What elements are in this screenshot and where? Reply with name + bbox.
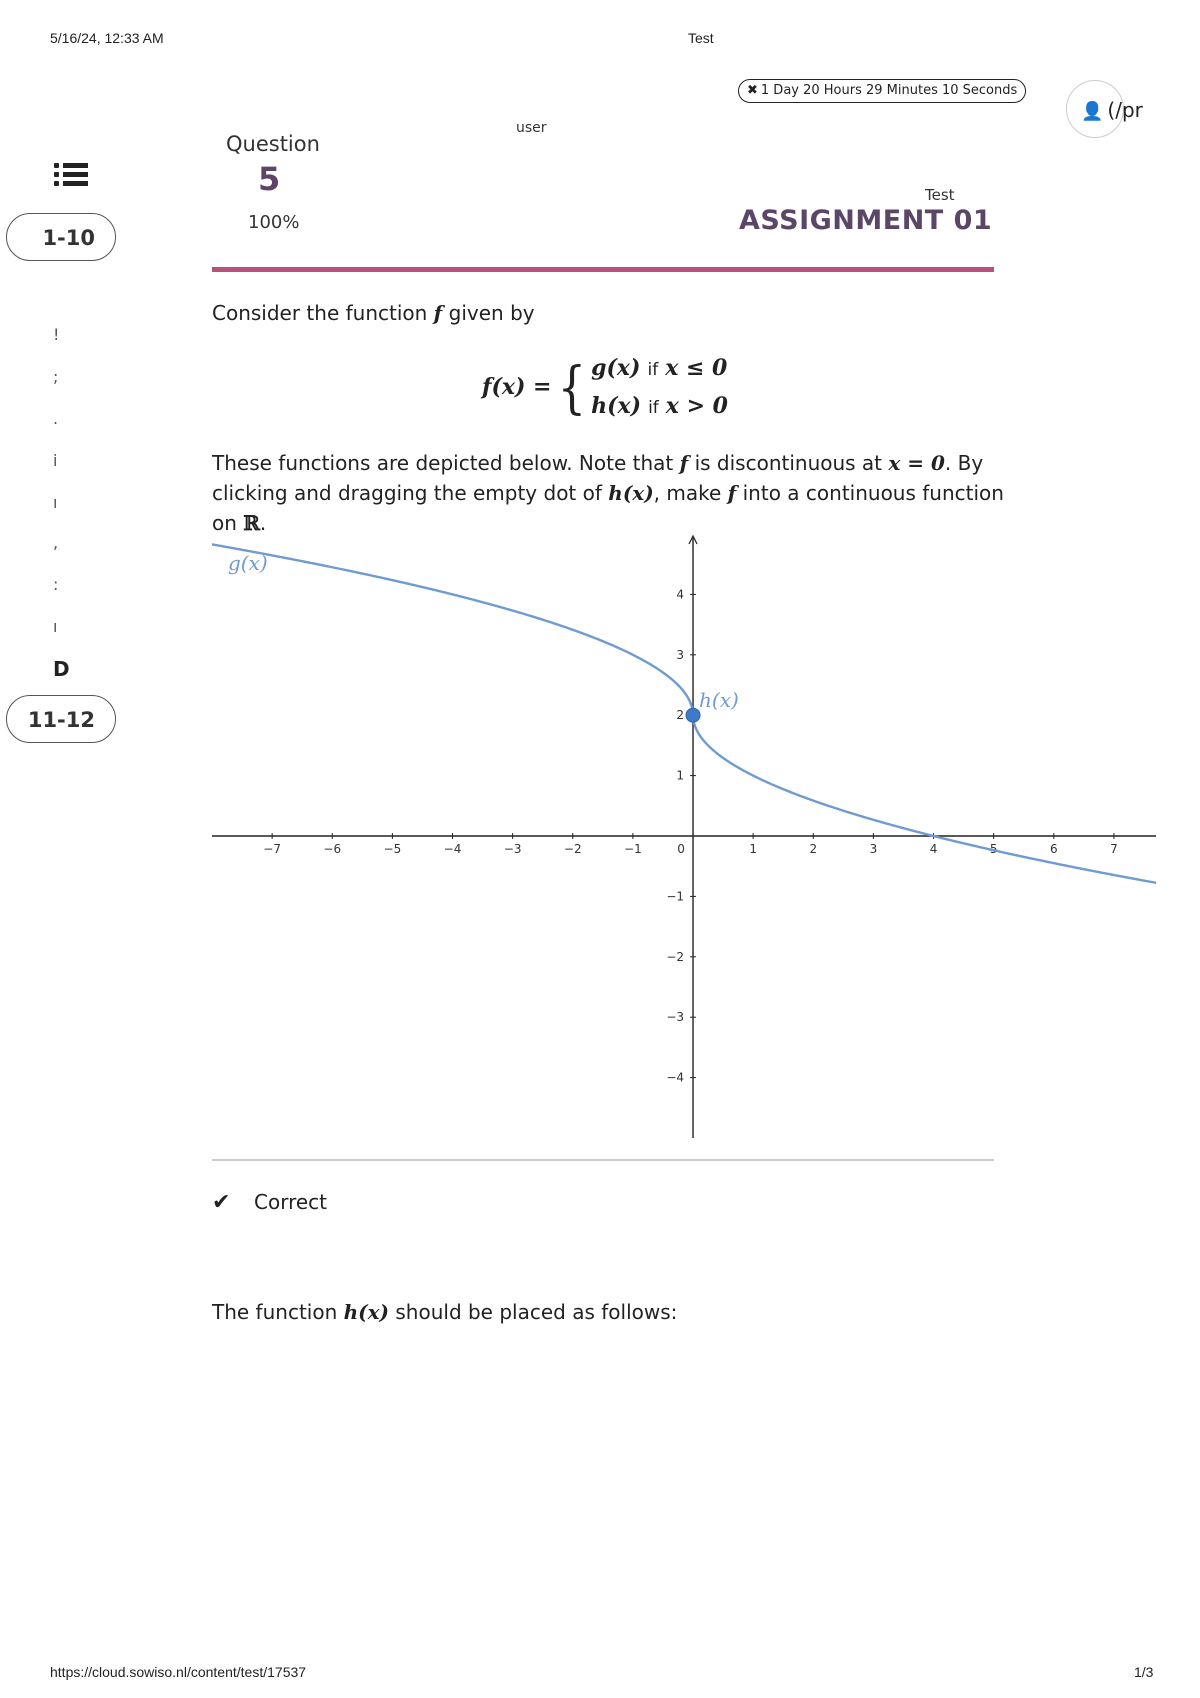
section-divider xyxy=(212,1159,994,1161)
y-tick-label: 1 xyxy=(676,768,685,783)
feedback-status xyxy=(212,1190,327,1215)
sidebar-item-fragment[interactable]: ı xyxy=(53,617,58,636)
series-line-gx xyxy=(212,544,693,715)
timer-badge[interactable] xyxy=(738,79,1026,103)
question-score: 100% xyxy=(248,212,300,233)
x-tick-label: −1 xyxy=(624,842,642,856)
profile-label: (/pr xyxy=(1107,98,1143,122)
x-tick-label: −3 xyxy=(503,842,522,856)
series-line-hx xyxy=(693,715,1156,883)
check-icon: ✔ xyxy=(212,1190,231,1215)
series-label-g: g(x) xyxy=(228,551,268,575)
y-tick-label: −1 xyxy=(666,889,685,904)
x-tick-label: −4 xyxy=(443,842,462,856)
x-tick-label: −2 xyxy=(563,842,582,856)
formula-case-2: h(x) if x > 0 xyxy=(591,393,728,419)
formula-lhs: f(x) = xyxy=(482,374,552,400)
solution-text: The function h(x) should be placed as follows: xyxy=(212,1300,678,1324)
sidebar-item-fragment[interactable]: i xyxy=(53,451,58,470)
x-tick-label: −7 xyxy=(263,842,281,856)
user-icon: 👤 xyxy=(1081,101,1104,122)
test-label: Test xyxy=(925,186,955,204)
feedback-label: Correct xyxy=(254,1190,327,1214)
sidebar-item-fragment[interactable]: D xyxy=(53,657,70,681)
question-description: These functions are depicted below. Note that f is discontinuous at x = 0. By clicking and dragging the empty dot of h(x), make f into a continuous function on ℝ. xyxy=(212,451,1004,535)
question-label: Question xyxy=(226,132,320,156)
function-graph[interactable] xyxy=(212,534,1156,1138)
footer-url: https://cloud.sowiso.nl/content/test/17537 xyxy=(50,1664,307,1680)
x-tick-label: 0 xyxy=(677,842,685,856)
y-tick-label: 4 xyxy=(676,587,685,602)
list-icon[interactable] xyxy=(54,163,88,189)
brace-glyph: { xyxy=(557,355,586,421)
question-number: 5 xyxy=(258,160,281,198)
close-icon: ✖ xyxy=(747,83,758,98)
y-tick-label: 2 xyxy=(676,708,685,723)
intro-text: Consider the function f given by xyxy=(212,301,535,325)
y-tick-label: −3 xyxy=(666,1010,685,1025)
x-tick-label: 6 xyxy=(1049,842,1058,856)
y-tick-label: 3 xyxy=(676,647,685,662)
formula-case-1: g(x) if x ≤ 0 xyxy=(591,355,728,381)
profile-button[interactable] xyxy=(1066,80,1143,138)
range-button-11-12[interactable]: 11-12 xyxy=(6,695,116,743)
user-label: user xyxy=(516,120,547,136)
piecewise-formula xyxy=(482,350,728,426)
sidebar-item-fragment[interactable]: ; xyxy=(53,367,59,386)
series-label-h: h(x) xyxy=(699,688,739,713)
print-datetime: 5/16/24, 12:33 AM xyxy=(50,30,164,46)
range-button-1-10[interactable]: 1-10 xyxy=(6,213,116,261)
header-divider xyxy=(212,267,994,272)
x-tick-label: −6 xyxy=(323,842,342,856)
x-tick-label: 3 xyxy=(869,842,878,856)
assignment-title: ASSIGNMENT 01 xyxy=(739,205,993,236)
x-tick-label: 4 xyxy=(929,842,938,856)
x-tick-label: 7 xyxy=(1110,842,1118,856)
sidebar-item-fragment[interactable]: ! xyxy=(53,325,60,344)
y-tick-label: −4 xyxy=(666,1070,685,1085)
x-tick-label: −5 xyxy=(383,842,402,856)
sidebar-item-fragment[interactable]: : xyxy=(53,575,59,594)
print-title: Test xyxy=(688,30,714,46)
sidebar-item-fragment[interactable]: . xyxy=(53,409,59,428)
x-tick-label: 1 xyxy=(749,842,757,856)
x-tick-label: 2 xyxy=(809,842,818,856)
y-tick-label: −2 xyxy=(666,949,685,964)
x-tick-label: 5 xyxy=(989,842,998,856)
timer-label: 1 Day 20 Hours 29 Minutes 10 Seconds xyxy=(760,83,1018,98)
footer-page-number: 1/3 xyxy=(1134,1664,1154,1680)
draggable-point-h[interactable] xyxy=(686,708,700,722)
sidebar-item-fragment[interactable]: , xyxy=(53,533,59,552)
sidebar-item-fragment[interactable]: ı xyxy=(53,493,58,512)
